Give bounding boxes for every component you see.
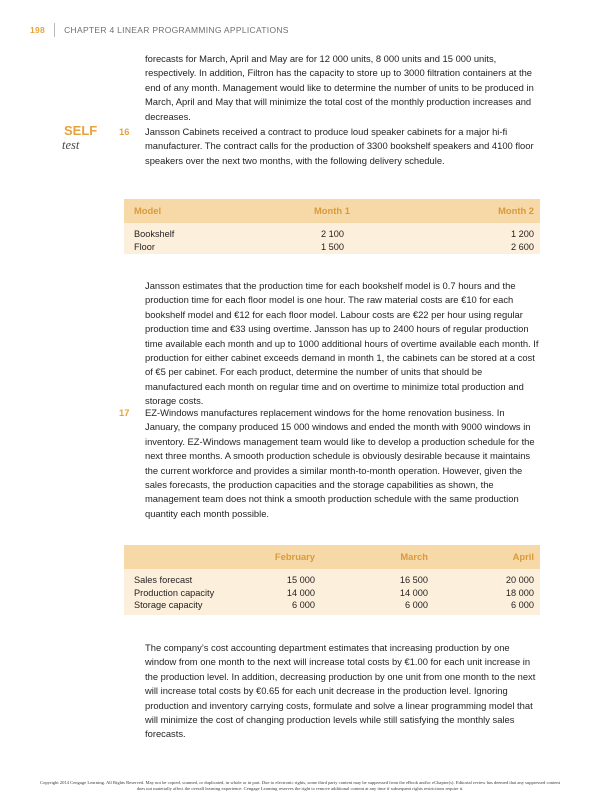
copyright-footer: Copyright 2014 Cengage Learning. All Rights Reserved. May not be copied, scanned, or duplicated, in whole or in part. Due to electronic rights, some third party content may be suppressed from the eBook and/or eChapter(s). Editorial review has deemed that any suppressed content does not materially affect the overall learning experience. Cengage Learning reserves the right to remove additional content at any time if subsequent rights restrictions require it. — [40, 780, 560, 792]
table-cell: 6 000 — [511, 600, 534, 610]
table-cell: 14 000 — [286, 587, 315, 598]
table-header-april: April — [512, 551, 534, 562]
page-header — [30, 22, 289, 38]
table-cell: Storage capacity — [134, 600, 203, 610]
table-row — [124, 599, 540, 612]
problem-16-number: 16 — [119, 126, 130, 137]
table-header-march: March — [400, 551, 428, 562]
table-cell: Floor — [134, 241, 155, 252]
table-cell: 16 500 — [399, 575, 428, 585]
table-header-month-2: Month 2 — [498, 205, 534, 216]
table-cell: Production capacity — [134, 587, 215, 598]
problem-16-text-block — [145, 125, 540, 168]
page-number: 198 — [30, 25, 46, 35]
table-cell: Sales forecast — [134, 575, 193, 585]
table-cell: 15 000 — [286, 575, 315, 585]
intro-text: forecasts for March, April and May are for 12 000 units, 8 000 units and 15 000 units, respectively. In addition, Filtron has the capacity to store up to 3000 filtration containers at the end of any month. Management would like to determine the number of units to be produced in March, April and May that will minimize the total cost of the monthly production increases and decreases. — [145, 53, 534, 122]
table-header-row — [124, 545, 540, 569]
problem-16-text-after: Jansson estimates that the production time for each bookshelf model is 0.7 hours and the production time for each floor model is one hour. The raw material costs are €10 for each bookshelf model and €12 for each floor model. Labour costs are €22 per hour using regular production time and €33 using overtime. Jansson has up to 2400 hours of regular production time available each month and up to 1000 additional hours of overtime available each month. If production for either cabinet exceeds demand in month 1, the cabinets can be stored at a cost of €5 per cabinet. For each product, determine the number of units that should be manufactured each month on regular time and on overtime to minimize total production and storage costs. — [145, 280, 539, 407]
problem-17-followup — [145, 641, 540, 742]
problem-16-followup — [145, 279, 540, 409]
problem-17-table — [124, 545, 540, 615]
table-row — [124, 574, 540, 587]
problem-17-text-after: The company’s cost accounting department estimates that increasing production by one window from one month to the next will increase total costs by €1.00 for each unit increase in the production level. In addition, decreasing production by one unit from one month to the next will increase total costs by €0.65 for each unit decrease in the production level. Ignoring production and inventory carrying costs, formulate and solve a linear programming model that will minimize the cost of changing production levels while still satisfying the monthly sales forecasts. — [145, 642, 536, 740]
table-cell: 1 500 — [321, 241, 344, 252]
problem-17-text-block — [145, 406, 540, 521]
self-test-label: SELF — [64, 123, 98, 138]
table-row — [124, 241, 540, 254]
problem-17-number: 17 — [119, 407, 130, 418]
table-row — [124, 228, 540, 241]
table-cell: 14 000 — [399, 587, 428, 598]
table-cell: 2 600 — [511, 241, 534, 252]
table-cell: 6 000 — [405, 600, 428, 610]
table-row — [124, 587, 540, 600]
self-test-sublabel: test — [62, 138, 80, 152]
table-cell: 20 000 — [505, 575, 534, 585]
problem-16-text: Jansson Cabinets received a contract to produce loud speaker cabinets for a major hi-fi manufacturer. The contract calls for the production of 3300 bookshelf speakers and 4100 floor speakers over the next two months, with the following delivery schedule. — [145, 126, 534, 166]
table-cell: 2 100 — [321, 229, 344, 239]
chapter-title: CHAPTER 4 LINEAR PROGRAMMING APPLICATIONS — [64, 25, 289, 35]
table-header-february: February — [274, 551, 315, 562]
table-cell: 1 200 — [511, 229, 534, 239]
problem-16-table — [124, 199, 540, 254]
table-header-model: Model — [134, 205, 162, 216]
table-cell: 18 000 — [505, 587, 534, 598]
table-header-month-1: Month 1 — [314, 205, 350, 216]
table-header-row — [124, 199, 540, 223]
intro-paragraph — [145, 52, 540, 124]
problem-17-text: EZ-Windows manufactures replacement windows for the home renovation business. In January, the company produced 15 000 windows and ended the month with 9000 windows in inventory. EZ-Windows management team would like to develop a production schedule for the next three months. A smooth production schedule is obviously desirable because it maintains the current workforce and provides a similar month-to-month operation. However, given the sales forecasts, the production capacities and the storage capabilities as shown, the management team does not think a smooth production schedule with the same production quantity each month possible. — [145, 407, 535, 519]
header-divider — [54, 23, 55, 37]
table-cell: Bookshelf — [134, 229, 175, 239]
table-cell: 6 000 — [292, 600, 315, 610]
